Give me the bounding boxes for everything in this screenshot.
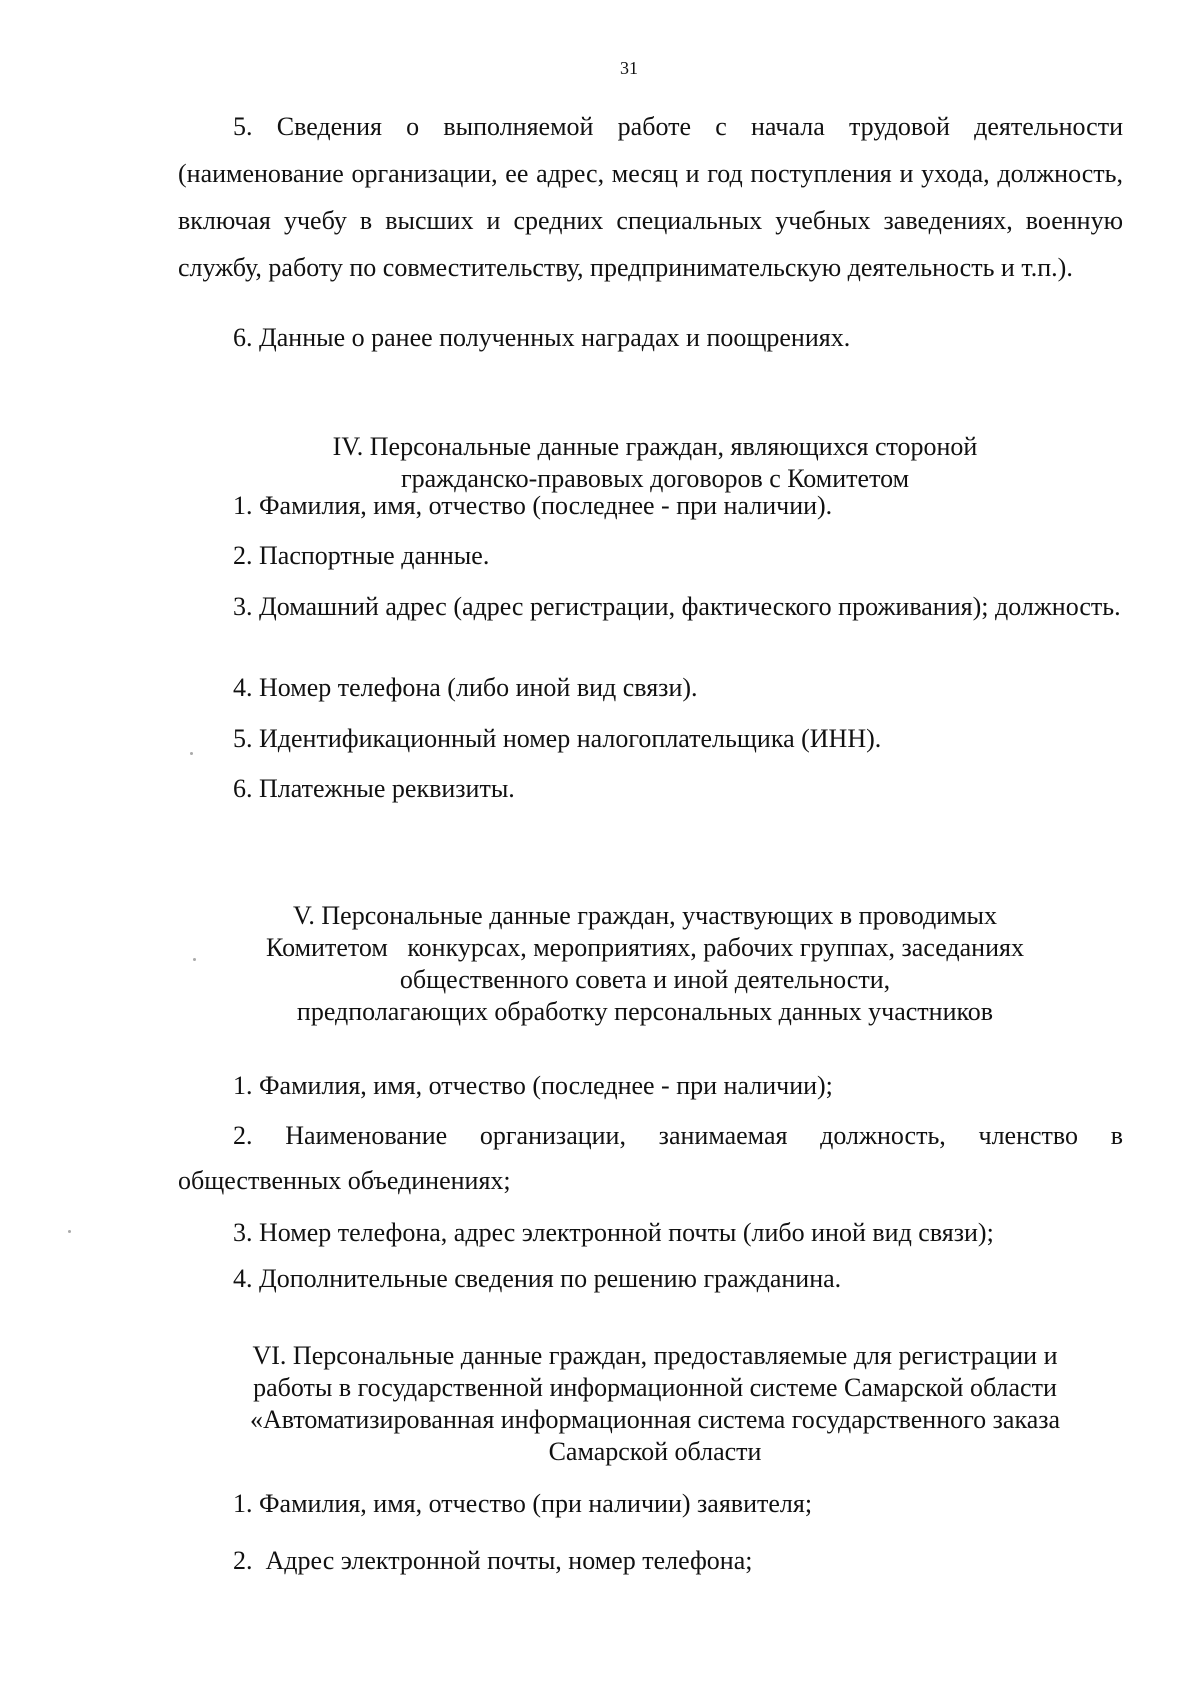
scan-speck xyxy=(190,752,193,755)
section-iv-item-address: 3. Домашний адрес (адрес регистрации, фактического проживания); должность. xyxy=(233,592,1121,621)
section-vi-heading xyxy=(0,1340,1200,1468)
section-vi-item-full-name: 1. Фамилия, имя, отчество (при наличии) заявителя; xyxy=(233,1489,813,1518)
section-iv-item-full-name: 1. Фамилия, имя, отчество (последнее - при наличии). xyxy=(233,491,833,520)
work-history-item: 5. Сведения о выполняемой работе с начала трудовой деятельности (наименование организации, ее адрес, месяц и год поступления и ухода, должность, включая учебу в высших и средних специальных учебных заведениях, военную службу, работу по совместительству, предпринимательскую деятельность и т.п.). xyxy=(178,112,1123,282)
page-number: 31 xyxy=(620,58,638,78)
section-vi-heading-line: работы в государственной информационной системе Самарской области xyxy=(253,1373,1057,1402)
section-iv-item-phone: 4. Номер телефона (либо иной вид связи). xyxy=(233,673,698,702)
section-iv-item-inn: 5. Идентификационный номер налогоплательщика (ИНН). xyxy=(233,724,882,753)
section-vi-heading-line: Самарской области xyxy=(548,1437,762,1466)
section-v-heading-line: Комитетом конкурсах, мероприятиях, рабочих группах, заседаниях xyxy=(266,933,1024,962)
section-v-heading-line: предполагающих обработку персональных данных участников xyxy=(296,997,994,1026)
section-v-item-additional: 4. Дополнительные сведения по решению гражданина. xyxy=(233,1264,842,1293)
section-v-heading-line: V. Персональные данные граждан, участвующих в проводимых xyxy=(292,901,998,930)
section-vi-heading-line: VI. Персональные данные граждан, предоставляемые для регистрации и xyxy=(252,1341,1058,1370)
section-v-heading xyxy=(0,900,1200,1028)
section-vi-heading-line: «Автоматизированная информационная система государственного заказа xyxy=(249,1405,1061,1434)
section-iv-heading xyxy=(0,431,1200,495)
scan-speck xyxy=(193,958,196,961)
section-iv-heading-line: гражданско-правовых договоров с Комитетом xyxy=(400,464,910,493)
section-v-item-full-name: 1. Фамилия, имя, отчество (последнее - при наличии); xyxy=(233,1071,833,1100)
awards-item: 6. Данные о ранее полученных наградах и поощрениях. xyxy=(233,323,851,352)
section-vi-item-contacts: 2. Адрес электронной почты, номер телефона; xyxy=(233,1546,753,1575)
section-v-item-organization: 2. Наименование организации, занимаемая должность, членство в общественных объединениях; xyxy=(178,1121,1123,1195)
scan-speck xyxy=(68,1230,71,1233)
section-iv-heading-line: IV. Персональные данные граждан, являющихся стороной xyxy=(332,432,978,461)
section-iv-item-passport: 2. Паспортные данные. xyxy=(233,541,490,570)
section-iv-item-payment: 6. Платежные реквизиты. xyxy=(233,774,515,803)
section-v-heading-line: общественного совета и иной деятельности, xyxy=(399,965,891,994)
section-v-item-contacts: 3. Номер телефона, адрес электронной почты (либо иной вид связи); xyxy=(233,1218,994,1247)
